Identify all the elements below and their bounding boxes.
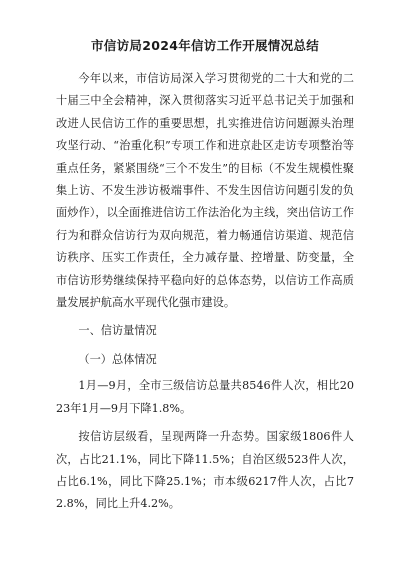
subsection-heading-overall: （一）总体情况 [78,352,157,366]
paragraph-by-level: 按信访层级看，呈现两降一升态势。国家级1806件人次，占比21.1%，同比下降11.5%；自治区级523件人次，占比6.1%，同比下降25.1%；市本级6217件人次，占比72.8%，同比上升4.2%。 [56,430,354,511]
document-title: 市信访局2024年信访工作开展情况总结 [91,38,319,53]
paragraph-total-volume: 1月—9月，全市三级信访总量共8546件人次，相比2023年1月—9月下降1.8%。 [56,379,354,415]
section-heading-1: 一、信访量情况 [78,324,157,338]
intro-paragraph: 今年以来，市信访局深入学习贯彻党的二十大和党的二十届三中全会精神，深入贯彻落实习近平总书记关于加强和改进人民信访工作的重要思想，扎实推进信访问题源头治理攻坚行动、“治重化积”专项工作和进京赴区走访专项整治等重点任务，紧紧围绕“三个不发生”的目标（不发生规模性聚集上访、不发生涉访极端事件、不发生因信访问题引发的负面炒作），以全面推进信访工作法治化为主线，突出信访工作行为和群众信访行为双向规范，着力畅通信访渠道、规范信访秩序、压实工作责任，全力减存量、控增量、防变量，全市信访形势继续保持平稳向好的总体态势，以信访工作高质量发展护航高水平现代化强市建设。 [56,72,354,310]
